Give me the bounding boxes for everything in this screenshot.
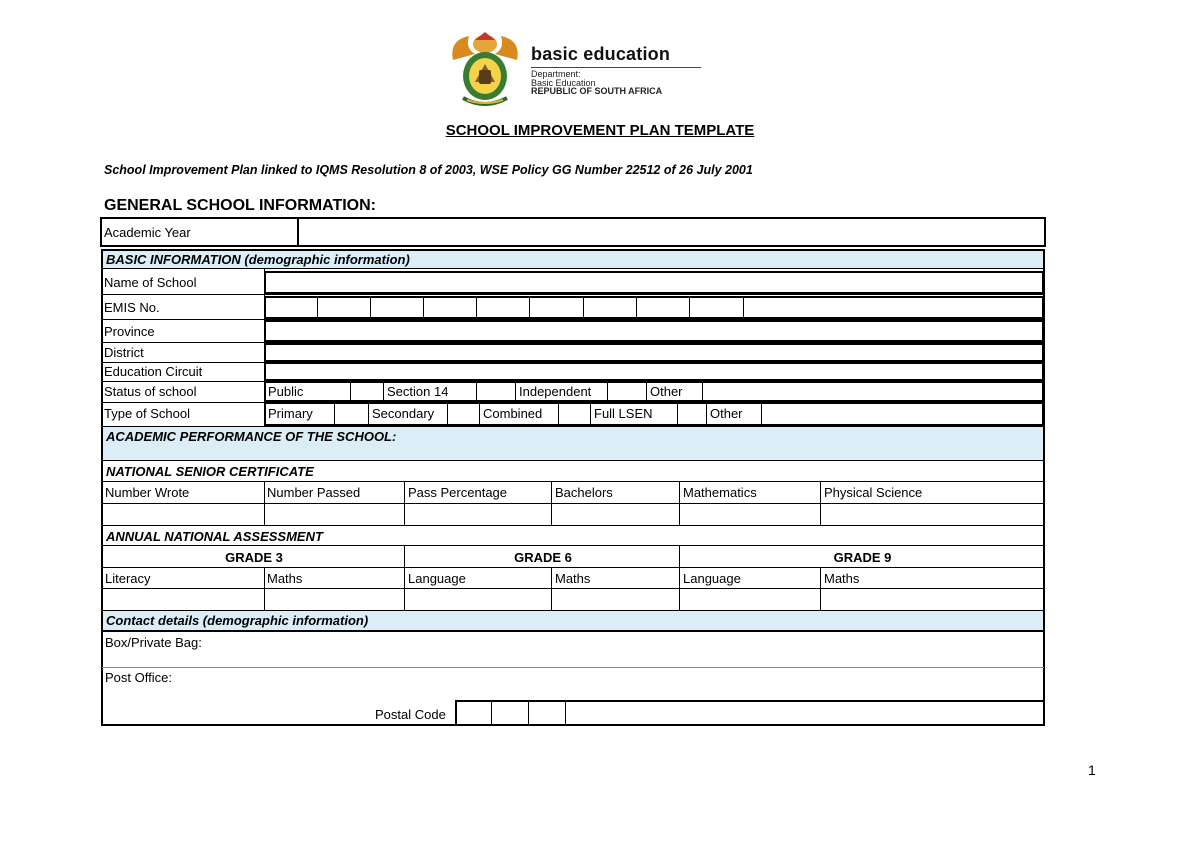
logo-divider bbox=[531, 67, 701, 68]
type-option-other: Other bbox=[710, 406, 743, 421]
district-input[interactable] bbox=[264, 343, 1044, 362]
postal-code-label: Postal Code bbox=[375, 707, 446, 722]
status-other-input[interactable] bbox=[702, 381, 1044, 402]
postal-code-digit-4[interactable] bbox=[566, 701, 1043, 725]
basic-info-header: BASIC INFORMATION (demographic information) bbox=[103, 251, 1043, 268]
nsc-mathematics-input[interactable] bbox=[681, 504, 819, 525]
postal-code-digit-3[interactable] bbox=[529, 701, 566, 725]
ana-grade-9: GRADE 9 bbox=[833, 549, 892, 565]
status-option-other: Other bbox=[650, 384, 683, 399]
post-office-label: Post Office: bbox=[105, 670, 172, 685]
ana-grade3-maths-input[interactable] bbox=[265, 589, 403, 609]
district-label: District bbox=[104, 345, 144, 360]
logo-department-label: Department: bbox=[531, 69, 581, 79]
logo-department-name: Basic Education bbox=[531, 78, 596, 88]
ana-grade6-maths-input[interactable] bbox=[553, 589, 678, 609]
type-option-combined: Combined bbox=[483, 406, 543, 421]
ana-grade9-language: Language bbox=[683, 570, 741, 586]
academic-performance-header bbox=[103, 427, 1043, 460]
ana-grade9-maths-input[interactable] bbox=[822, 589, 1042, 609]
ana-grade-6: GRADE 6 bbox=[514, 549, 572, 565]
nsc-col-mathematics: Mathematics bbox=[683, 484, 757, 500]
status-independent-checkbox[interactable] bbox=[607, 381, 647, 402]
ana-grade6-language-input[interactable] bbox=[406, 589, 550, 609]
name-of-school-input[interactable] bbox=[264, 271, 1044, 294]
document-subtitle: School Improvement Plan linked to IQMS Resolution 8 of 2003, WSE Policy GG Number 22512 of 26 July 2001 bbox=[104, 163, 753, 177]
academic-performance-title: ACADEMIC PERFORMANCE OF THE SCHOOL: bbox=[106, 429, 397, 444]
status-public-checkbox[interactable] bbox=[350, 381, 384, 402]
nsc-number-wrote-input[interactable] bbox=[103, 504, 263, 525]
nsc-header: NATIONAL SENIOR CERTIFICATE bbox=[106, 463, 314, 479]
nsc-number-passed-input[interactable] bbox=[265, 504, 403, 525]
nsc-col-number-passed: Number Passed bbox=[267, 484, 361, 500]
status-option-independent: Independent bbox=[519, 384, 592, 399]
status-option-section-14: Section 14 bbox=[387, 384, 449, 399]
nsc-col-physical-science: Physical Science bbox=[824, 484, 923, 500]
type-combined-checkbox[interactable] bbox=[558, 402, 591, 426]
postal-code-digit-2[interactable] bbox=[492, 701, 529, 725]
type-primary-checkbox[interactable] bbox=[334, 402, 369, 426]
status-section-14-checkbox[interactable] bbox=[476, 381, 516, 402]
province-input[interactable] bbox=[264, 320, 1044, 342]
ana-grade9-language-input[interactable] bbox=[681, 589, 819, 609]
nsc-col-bachelors: Bachelors bbox=[555, 484, 613, 500]
box-private-bag-label: Box/Private Bag: bbox=[105, 635, 202, 650]
box-private-bag-input[interactable] bbox=[103, 651, 1043, 666]
nsc-pass-percentage-input[interactable] bbox=[406, 504, 550, 525]
ana-header: ANNUAL NATIONAL ASSESSMENT bbox=[106, 528, 323, 544]
ana-grade6-maths: Maths bbox=[555, 570, 591, 586]
education-circuit-input[interactable] bbox=[264, 362, 1044, 381]
contact-details-header: Contact details (demographic information) bbox=[103, 611, 1043, 630]
section-heading: GENERAL SCHOOL INFORMATION: bbox=[104, 197, 376, 214]
coat-of-arms-icon bbox=[445, 30, 525, 106]
ana-grade3-maths: Maths bbox=[267, 570, 303, 586]
type-option-full-lsen: Full LSEN bbox=[594, 406, 653, 421]
nsc-col-pass-percentage: Pass Percentage bbox=[408, 484, 508, 500]
emis-no-input[interactable] bbox=[264, 296, 1044, 319]
province-label: Province bbox=[104, 323, 155, 339]
nsc-bachelors-input[interactable] bbox=[553, 504, 678, 525]
academic-year-input[interactable] bbox=[300, 219, 1044, 245]
post-office-input[interactable] bbox=[103, 686, 1043, 699]
type-other-input[interactable] bbox=[761, 402, 1044, 426]
ana-grade3-literacy-input[interactable] bbox=[103, 589, 263, 609]
postal-code-digit-1[interactable] bbox=[456, 701, 492, 725]
nsc-col-number-wrote: Number Wrote bbox=[105, 484, 190, 500]
ana-grade-3: GRADE 3 bbox=[225, 549, 283, 565]
status-of-school-label: Status of school bbox=[104, 384, 197, 399]
ana-grade9-maths: Maths bbox=[824, 570, 860, 586]
academic-year-label: Academic Year bbox=[104, 224, 191, 240]
education-circuit-label: Education Circuit bbox=[104, 364, 203, 379]
emis-no-label: EMIS No. bbox=[104, 299, 160, 315]
type-option-primary: Primary bbox=[268, 406, 313, 421]
department-logo bbox=[445, 30, 710, 106]
type-secondary-checkbox[interactable] bbox=[447, 402, 480, 426]
page-number: 1 bbox=[1088, 762, 1096, 778]
type-full-lsen-checkbox[interactable] bbox=[677, 402, 707, 426]
name-of-school-label: Name of School bbox=[104, 274, 197, 290]
logo-title: basic education bbox=[531, 44, 671, 64]
nsc-physical-science-input[interactable] bbox=[822, 504, 1042, 525]
type-of-school-label: Type of School bbox=[104, 406, 190, 421]
ana-grade3-literacy: Literacy bbox=[105, 570, 151, 586]
status-option-public: Public bbox=[268, 384, 304, 399]
type-option-secondary: Secondary bbox=[372, 406, 435, 421]
document-title: SCHOOL IMPROVEMENT PLAN TEMPLATE bbox=[445, 122, 755, 139]
ana-grade6-language: Language bbox=[408, 570, 466, 586]
logo-country: REPUBLIC OF SOUTH AFRICA bbox=[531, 86, 663, 96]
